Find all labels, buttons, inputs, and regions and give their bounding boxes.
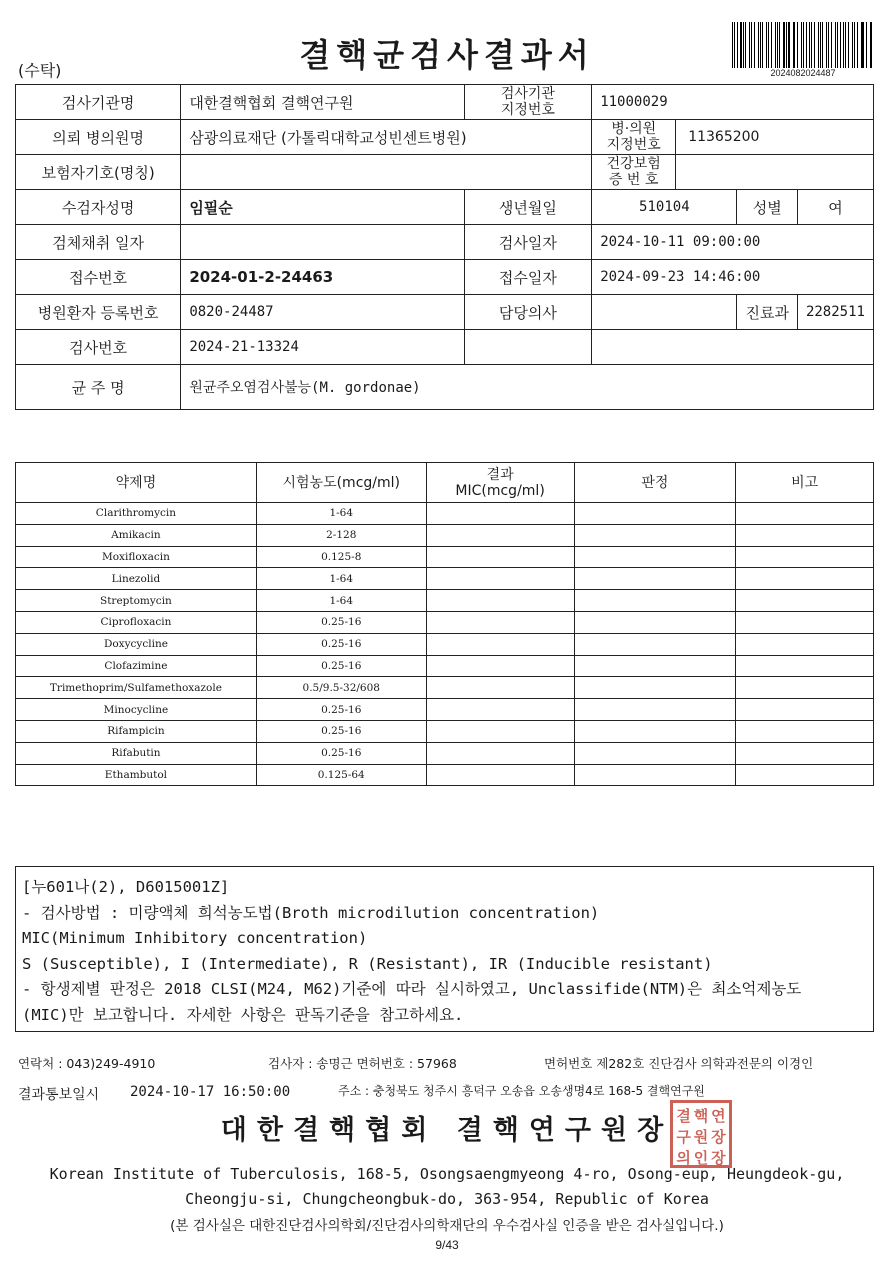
note-line: - 검사방법 : 미량액체 희석농도법(Broth microdilution concentration) [22, 903, 600, 922]
receipt-date-label: 접수일자 [464, 260, 592, 295]
dob-value: 510104 [592, 190, 737, 225]
barcode-bar [793, 22, 794, 68]
note-line: - 항생제별 판정은 2018 CLSI(M24, M62)기준에 따라 실시하였고, Unclassifide(NTM)은 최소억제농도 [22, 980, 802, 998]
drug-row [16, 699, 874, 721]
patient-name: 임필순 [181, 190, 464, 225]
barcode-bar [777, 22, 778, 68]
department-value: 2282511 [797, 295, 873, 330]
drug-judgement [574, 764, 736, 786]
drug-range: 2-128 [256, 524, 426, 546]
lab-code: 11000029 [592, 85, 874, 120]
doctor-value [592, 295, 737, 330]
info-row [16, 120, 874, 155]
sex-value: 여 [797, 190, 873, 225]
doctor-label: 담당의사 [464, 295, 592, 330]
hospital-code: 11365200 [688, 129, 760, 145]
species-value: 원균주오염검사불능(M. gordonae) [181, 365, 874, 410]
drug-result [426, 720, 574, 742]
barcode-bar [779, 22, 780, 68]
barcode-bar [740, 22, 742, 68]
barcode-bar [766, 22, 767, 68]
drug-table [15, 462, 874, 786]
seal-char: 장 [711, 1128, 726, 1146]
barcode-bar [797, 22, 799, 68]
info-row [16, 85, 874, 120]
seal-char: 구 [676, 1128, 691, 1146]
drug-row [16, 764, 874, 786]
receipt-date: 2024-09-23 14:46:00 [592, 260, 874, 295]
insured-label: 보험자기호(명칭) [16, 155, 181, 190]
drug-name: Ciprofloxacin [16, 611, 257, 633]
barcode-bar [775, 22, 776, 68]
seal-char: 의 [676, 1149, 691, 1167]
drug-row [16, 633, 874, 655]
drug-range: 0.25-16 [256, 611, 426, 633]
barcode-number: 2024082024487 [770, 68, 836, 78]
drug-range: 0.125-8 [256, 546, 426, 568]
drug-row [16, 568, 874, 590]
patient-label: 수검자성명 [16, 190, 181, 225]
barcode-bar [786, 22, 787, 68]
barcode-bar [843, 22, 844, 68]
drug-remark [736, 764, 874, 786]
barcode-bar [760, 22, 761, 68]
lab-code-label: 검사기관 지정번호 [464, 85, 592, 120]
notice-date-label: 결과통보일시 [18, 1087, 100, 1103]
document-tag: (수탁) [18, 61, 62, 80]
drug-judgement [574, 503, 736, 525]
barcode-bar [734, 22, 735, 68]
barcode-bar [871, 22, 872, 68]
drug-remark [736, 503, 874, 525]
drug-judgement [574, 655, 736, 677]
hospital-code-label: 병·의원 지정번호 [592, 120, 676, 154]
sex-label: 성별 [737, 190, 797, 225]
drug-judgement [574, 568, 736, 590]
drug-remark [736, 611, 874, 633]
barcode-bar [811, 22, 812, 68]
drug-remark [736, 546, 874, 568]
barcode-bar [854, 22, 855, 68]
drug-result [426, 655, 574, 677]
hospital-label: 의뢰 병의원명 [16, 120, 181, 155]
barcode-bar [848, 22, 849, 68]
range-col-header: 시험농도(mcg/ml) [256, 463, 426, 503]
info-row [16, 295, 874, 330]
drug-name: Doxycycline [16, 633, 257, 655]
barcode-bar [783, 22, 785, 68]
drug-row [16, 524, 874, 546]
species-label: 균 주 명 [16, 365, 181, 410]
info-row [16, 225, 874, 260]
seal-char: 장 [711, 1149, 726, 1167]
hospital-name: 삼광의료재단 (가톨릭대학교성빈센트병원) [181, 120, 592, 155]
drug-row [16, 503, 874, 525]
drug-remark [736, 568, 874, 590]
info-row [16, 260, 874, 295]
barcode-bar [803, 22, 804, 68]
document-title: 결핵균검사결과서 [299, 36, 595, 74]
health-ins-value [676, 155, 688, 189]
registration-number: 0820-24487 [181, 295, 464, 330]
barcode-bar [809, 22, 810, 68]
drug-row [16, 611, 874, 633]
drug-row [16, 546, 874, 568]
note-line: S (Susceptible), I (Intermediate), R (Resistant), IR (Inducible resistant) [22, 954, 713, 973]
drug-result [426, 677, 574, 699]
barcode-bar [801, 22, 802, 68]
barcode-bar [794, 22, 795, 68]
drug-row [16, 590, 874, 612]
barcode [732, 22, 874, 68]
drug-result [426, 742, 574, 764]
info-row [16, 330, 874, 365]
drug-result [426, 568, 574, 590]
address-korean: 주소 : 충청북도 청주시 흥덕구 오송읍 오송생명4로 168-5 결핵연구원 [338, 1084, 705, 1098]
drug-result [426, 524, 574, 546]
drug-judgement [574, 611, 736, 633]
license: 면허번호 제282호 진단검사 의학과전문의 이경인 [544, 1056, 814, 1071]
drug-name: Trimethoprim/Sulfamethoxazole [16, 677, 257, 699]
drug-result [426, 611, 574, 633]
drug-result [426, 699, 574, 721]
note-line: (MIC)만 보고합니다. 자세한 사항은 판독기준을 참고하세요. [22, 1005, 464, 1024]
address-english-line1: Korean Institute of Tuberculosis, 168-5, Osongsaengmyeong 4-ro, Osong-eup, Heungdeok-gu, [49, 1165, 845, 1183]
drug-range: 0.125-64 [256, 764, 426, 786]
barcode-bar [732, 22, 733, 68]
judgement-col-header: 판정 [574, 463, 736, 503]
drug-col-header: 약제명 [16, 463, 257, 503]
barcode-bar [768, 22, 770, 68]
hospital-code-cell [592, 120, 874, 155]
lab-name-label: 검사기관명 [16, 85, 181, 120]
test-date-label: 검사일자 [464, 225, 592, 260]
drug-name: Linezolid [16, 568, 257, 590]
barcode-bar [818, 22, 819, 68]
test-number: 2024-21-13324 [181, 330, 464, 365]
drug-remark [736, 524, 874, 546]
drug-remark [736, 633, 874, 655]
drug-range: 0.25-16 [256, 633, 426, 655]
drug-judgement [574, 720, 736, 742]
receipt-number-label: 접수번호 [16, 260, 181, 295]
drug-judgement [574, 546, 736, 568]
barcode-bar [754, 22, 756, 68]
drug-name: Moxifloxacin [16, 546, 257, 568]
drug-remark [736, 590, 874, 612]
drug-judgement [574, 633, 736, 655]
drug-row [16, 677, 874, 699]
barcode-bar [806, 22, 807, 68]
drug-name: Clarithromycin [16, 503, 257, 525]
seal-char: 인 [693, 1149, 709, 1167]
health-ins-cell [592, 155, 874, 190]
contact: 연락처 : 043)249-4910 [18, 1056, 156, 1071]
drug-judgement [574, 677, 736, 699]
barcode-bar [861, 22, 862, 68]
drug-judgement [574, 524, 736, 546]
drug-name: Streptomycin [16, 590, 257, 612]
drug-range: 0.5/9.5-32/608 [256, 677, 426, 699]
collect-date-label: 검체채취 일자 [16, 225, 181, 260]
info-row [16, 190, 874, 225]
info-row [16, 365, 874, 410]
collect-date [181, 225, 464, 260]
tester: 검사자 : 송명근 면허번호 : 57968 [268, 1056, 457, 1071]
barcode-bar [866, 22, 867, 68]
drug-judgement [574, 590, 736, 612]
drug-range: 0.25-16 [256, 699, 426, 721]
barcode-bar [737, 22, 738, 68]
barcode-bar [751, 22, 752, 68]
test-notes [15, 866, 874, 1032]
barcode-bar [857, 22, 858, 68]
barcode-bar [745, 22, 746, 68]
seal-char: 원 [693, 1128, 709, 1146]
test-number-label: 검사번호 [16, 330, 181, 365]
drug-range: 0.25-16 [256, 720, 426, 742]
drug-range: 1-64 [256, 590, 426, 612]
drug-name: Ethambutol [16, 764, 257, 786]
drug-name: Clofazimine [16, 655, 257, 677]
drug-row [16, 655, 874, 677]
result-col-header: 결과 MIC(mcg/ml) [426, 463, 574, 503]
drug-result [426, 546, 574, 568]
seal-char: 핵 [693, 1107, 709, 1125]
drug-result [426, 503, 574, 525]
empty-cell [464, 330, 592, 365]
drug-result [426, 633, 574, 655]
note-line: [누601나(2), D6015001Z] [22, 878, 230, 896]
barcode-bar [788, 22, 789, 68]
barcode-bar [749, 22, 750, 68]
barcode-bar [758, 22, 759, 68]
barcode-bar [835, 22, 836, 68]
barcode-bar [862, 22, 864, 68]
seal-char: 결 [676, 1107, 691, 1125]
patient-info-table [15, 84, 874, 410]
note-line: MIC(Minimum Inhibitory concentration) [22, 929, 368, 947]
address-english-line2: Cheongju-si, Chungcheongbuk-do, 363-954, Republic of Korea [185, 1190, 709, 1208]
barcode-bar [831, 22, 832, 68]
barcode-bar [826, 22, 827, 68]
insured-value [181, 155, 592, 190]
receipt-number: 2024-01-2-24463 [181, 260, 464, 295]
barcode-bar [771, 22, 772, 68]
barcode-bar [840, 22, 841, 68]
drug-table-header [16, 463, 874, 503]
test-date: 2024-10-11 09:00:00 [592, 225, 874, 260]
barcode-bar [852, 22, 853, 68]
barcode-bar [837, 22, 838, 68]
barcode-bar [870, 22, 871, 68]
drug-remark [736, 720, 874, 742]
remark-col-header: 비고 [736, 463, 874, 503]
barcode-bar [762, 22, 763, 68]
lab-name: 대한결핵협회 결핵연구원 [181, 85, 464, 120]
drug-result [426, 590, 574, 612]
drug-name: Amikacin [16, 524, 257, 546]
drug-name: Minocycline [16, 699, 257, 721]
drug-judgement [574, 742, 736, 764]
info-row [16, 155, 874, 190]
drug-judgement [574, 699, 736, 721]
notice-date: 2024-10-17 16:50:00 [130, 1084, 291, 1100]
drug-range: 1-64 [256, 568, 426, 590]
drug-row [16, 720, 874, 742]
seal-char: 연 [711, 1107, 726, 1125]
barcode-bar [743, 22, 744, 68]
certification-note: (본 검사실은 대한진단검사의학회/진단검사의학재단의 우수검사실 인증을 받은 검사실입니다.) [170, 1218, 724, 1234]
dob-label: 생년월일 [464, 190, 592, 225]
health-ins-label: 건강보험 증 번 호 [592, 155, 676, 189]
drug-result [426, 764, 574, 786]
drug-remark [736, 742, 874, 764]
page-number: 9/43 [435, 1238, 459, 1252]
barcode-bar [845, 22, 847, 68]
drug-range: 1-64 [256, 503, 426, 525]
drug-range: 0.25-16 [256, 655, 426, 677]
barcode-bar [822, 22, 823, 68]
drug-range: 0.25-16 [256, 742, 426, 764]
drug-remark [736, 699, 874, 721]
barcode-bar [814, 22, 816, 68]
department-label: 진료과 [737, 295, 797, 330]
barcode-bar [828, 22, 830, 68]
drug-name: Rifabutin [16, 742, 257, 764]
empty-cell [592, 330, 874, 365]
drug-name: Rifampicin [16, 720, 257, 742]
drug-remark [736, 655, 874, 677]
barcode-bar [820, 22, 821, 68]
drug-remark [736, 677, 874, 699]
registration-label: 병원환자 등록번호 [16, 295, 181, 330]
drug-row [16, 742, 874, 764]
organization-name: 대한결핵협회 결핵연구원장 [220, 1115, 674, 1146]
